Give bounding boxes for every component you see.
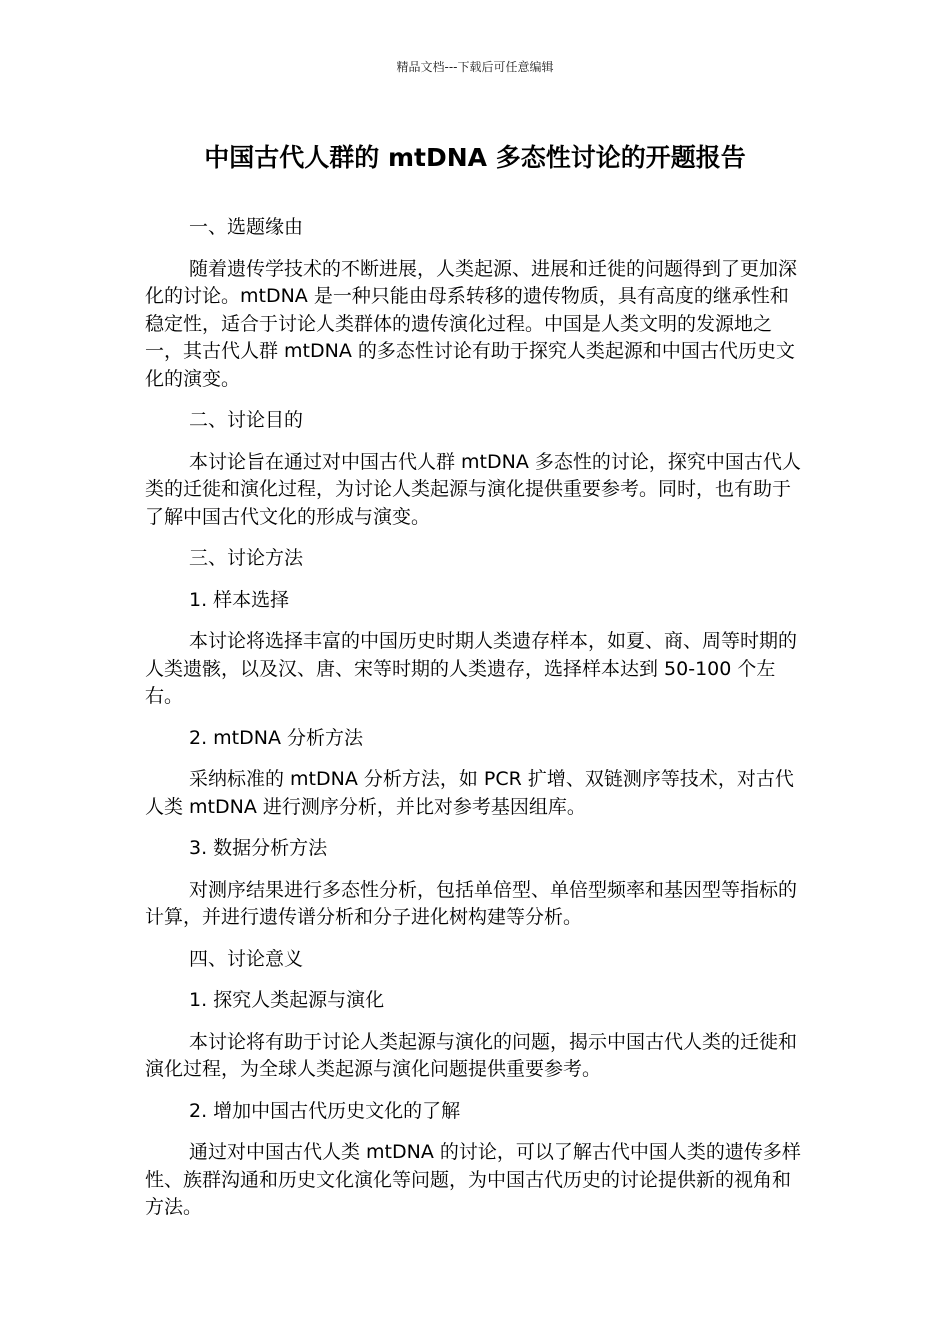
paragraph-6: 本讨论将有助于讨论人类起源与演化的问题，揭示中国古代人类的迁徙和演化过程，为全球人类起源与演化问题提供重要参考。	[145, 1030, 798, 1080]
paragraph-2: 本讨论旨在通过对中国古代人群 mtDNA 多态性的讨论，探究中国古代人类的迁徙和演化过程，为讨论人类起源与演化提供重要参考。同时，也有助于了解中国古代文化的形成与演变。	[145, 450, 801, 528]
subheading-sample-selection: 1. 样本选择	[189, 588, 290, 611]
document-title: 中国古代人群的 mtDNA 多态性讨论的开题报告	[204, 143, 746, 172]
section-heading-3: 三、讨论方法	[189, 547, 304, 569]
document-body	[145, 214, 805, 1236]
section-heading-1: 一、选题缘由	[189, 216, 304, 238]
paragraph-3: 本讨论将选择丰富的中国历史时期人类遗存样本，如夏、商、周等时期的人类遗骸，以及汉、唐、宋等时期的人类遗存，选择样本达到 50-100 个左右。	[145, 630, 798, 707]
subheading-origin-evolution: 1. 探究人类起源与演化	[189, 989, 385, 1011]
header-note: 精品文档---下载后可任意编辑	[396, 60, 554, 74]
paragraph-1: 随着遗传学技术的不断进展，人类起源、进展和迁徙的问题得到了更加深化的讨论。mtDNA 是一种只能由母系转移的遗传物质，具有高度的继承性和稳定性，适合于讨论人类群体的遗传演化过程。中国是人类文明的发源地之一，其古代人群 mtDNA 的多态性讨论有助于探究人类起源和中国古代历史文化的演变。	[145, 257, 798, 390]
section-heading-4: 四、讨论意义	[189, 947, 304, 970]
subheading-history-culture: 2. 增加中国古代历史文化的了解	[189, 1099, 461, 1122]
paragraph-5: 对测序结果进行多态性分析，包括单倍型、单倍型频率和基因型等指标的计算，并进行遗传谱分析和分子进化树构建等分析。	[145, 878, 798, 928]
subheading-data-analysis: 3. 数据分析方法	[189, 837, 328, 859]
paragraph-4: 采纳标准的 mtDNA 分析方法，如 PCR 扩增、双链测序等技术，对古代人类 mtDNA 进行测序分析，并比对参考基因组库。	[145, 768, 794, 818]
paragraph-7: 通过对中国古代人类 mtDNA 的讨论，可以了解古代中国人类的遗传多样性、族群沟通和历史文化演化等问题，为中国古代历史的讨论提供新的视角和方法。	[145, 1141, 801, 1218]
section-heading-2: 二、讨论目的	[189, 409, 304, 431]
subheading-mtdna-method: 2. mtDNA 分析方法	[189, 726, 364, 749]
